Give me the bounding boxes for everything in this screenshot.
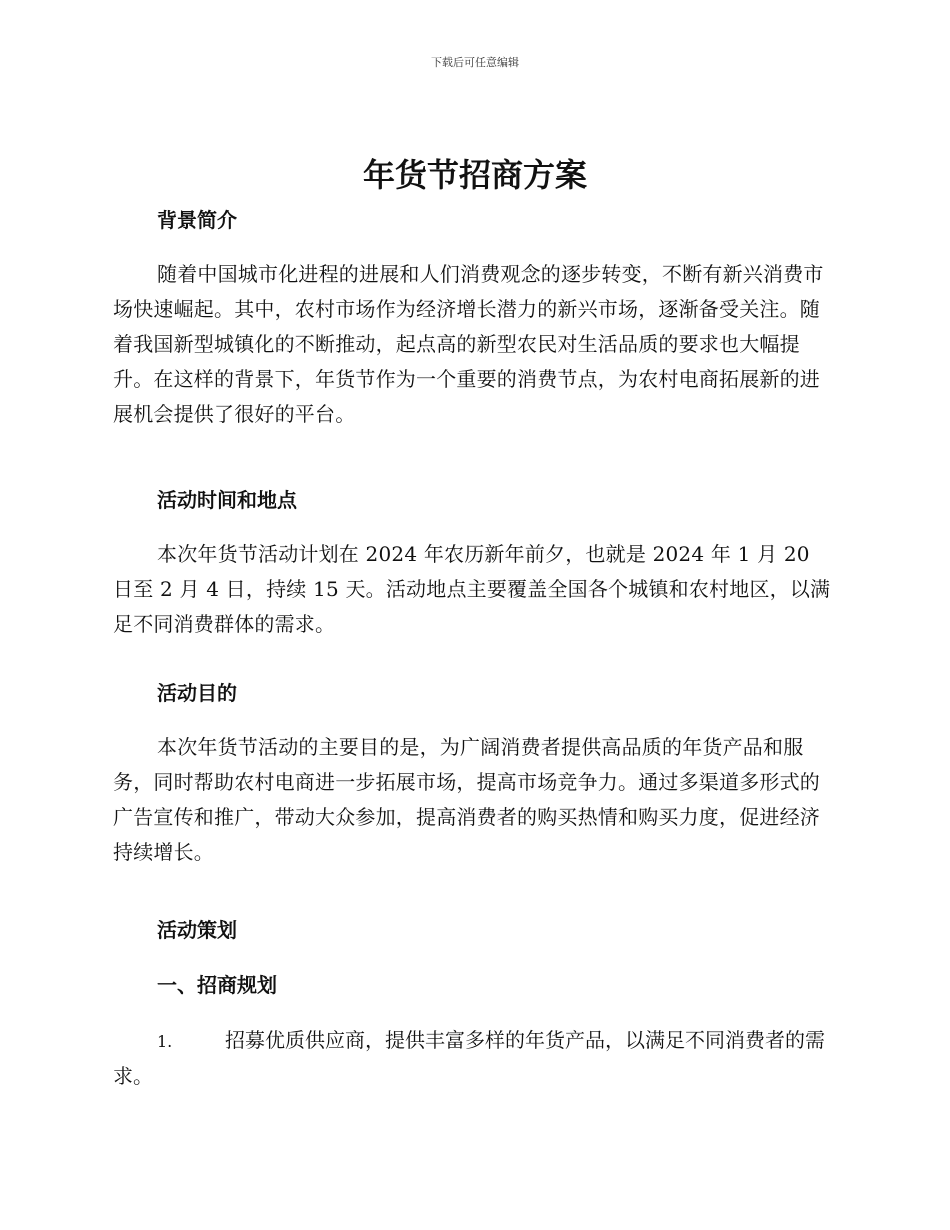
list-item-number: 1. [157, 1032, 173, 1051]
section-heading-recruitment: 一、招商规划 [157, 973, 277, 997]
page-header-note: 下载后可任意编辑 [431, 56, 519, 69]
section-heading-background: 背景简介 [157, 208, 237, 232]
section-heading-purpose: 活动目的 [157, 681, 237, 705]
section-heading-time-place: 活动时间和地点 [157, 488, 297, 512]
list-item-text: 招募优质供应商，提供丰富多样的年货产品，以满足不同消费者的需求。 [113, 1028, 825, 1088]
section-heading-planning: 活动策划 [157, 918, 237, 942]
paragraph-purpose: 本次年货节活动的主要目的是，为广阔消费者提供高品质的年货产品和服务，同时帮助农村电商进一步拓展市场，提高市场竞争力。通过多渠道多形式的广告宣传和推广，带动大众参加，提高消费者的购买热情和购买力度，促进经济持续增长。 [113, 735, 820, 864]
list-item [113, 1023, 833, 1094]
paragraph-background: 随着中国城市化进程的进展和人们消费观念的逐步转变，不断有新兴消费市场快速崛起。其中，农村市场作为经济增长潜力的新兴市场，逐渐备受关注。随着我国新型城镇化的不断推动，起点高的新型农民对生活品质的要求也大幅提升。在这样的背景下，年货节作为一个重要的消费节点，为农村电商拓展新的进展机会提供了很好的平台。 [113, 262, 824, 426]
document-title: 年货节招商方案 [362, 156, 587, 194]
paragraph-time-place: 本次年货节活动计划在 2024 年农历新年前夕，也就是 2024 年 1 月 20 日至 2 月 4 日，持续 15 天。活动地点主要覆盖全国各个城镇和农村地区，以满足不同消费群体的需求。 [113, 542, 831, 636]
